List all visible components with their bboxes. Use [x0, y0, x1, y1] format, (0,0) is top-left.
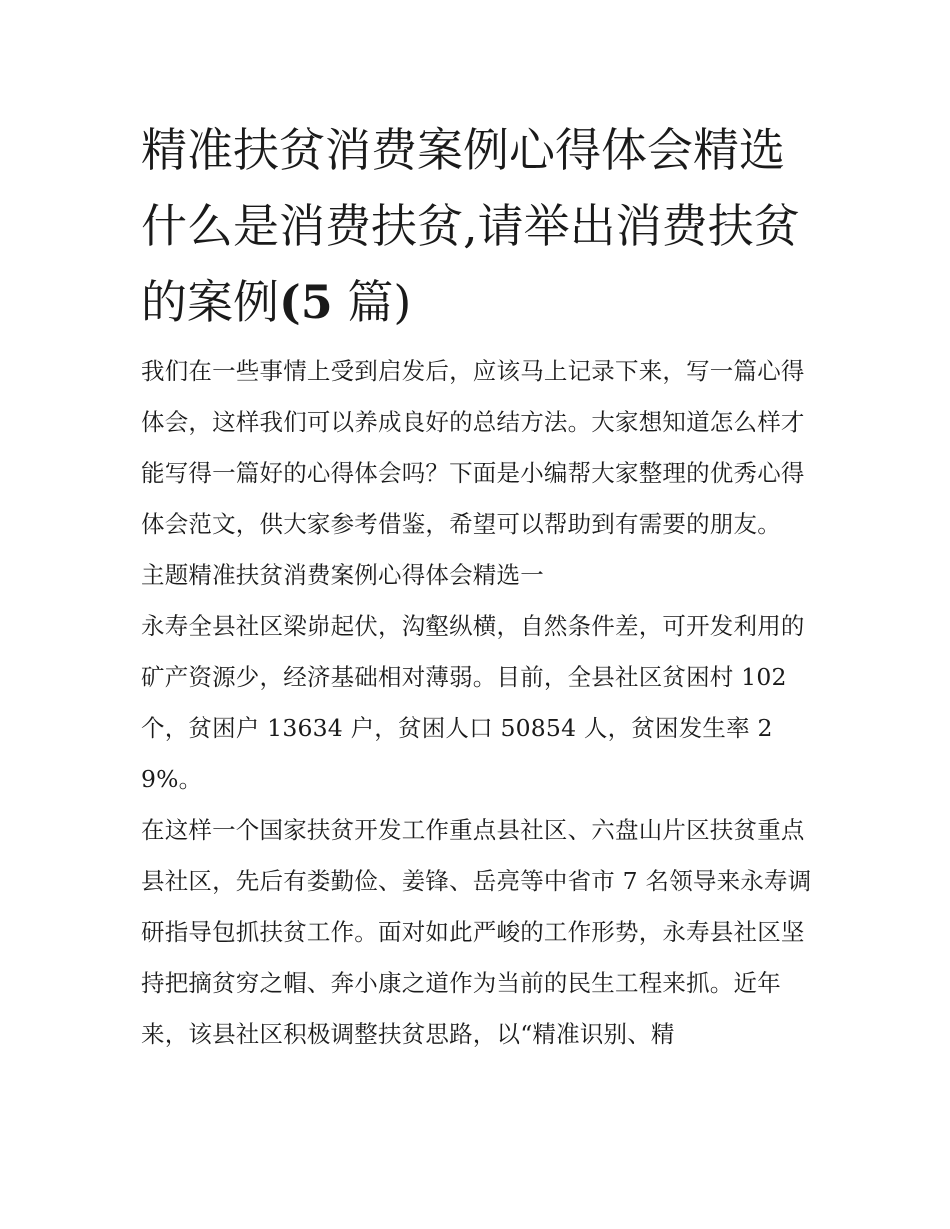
document-title [141, 112, 813, 340]
title-count: (5 [279, 275, 333, 329]
title-suffix: 篇) [332, 275, 412, 329]
intro-paragraph: 我们在一些事情上受到启发后，应该马上记录下来，写一篇心得体会，这样我们可以养成良好的总结方法。大家想知道怎么样才能写得一篇好的心得体会吗？下面是小编帮大家整理的优秀心得体会范文，供大家参考借鉴，希望可以帮助到有需要的朋友。 [141, 357, 805, 538]
title-text: 精准扶贫消费案例心得体会精选 什么是消费扶贫,请举出消费扶贫的案例 [141, 123, 800, 329]
section-heading: 主题精准扶贫消费案例心得体会精选一 [141, 561, 544, 589]
body-paragraph-1: 永寿全县社区梁峁起伏，沟壑纵横，自然条件差，可开发利用的矿产资源少，经济基础相对薄弱。目前，全县社区贫困村 102 个，贫困户 13634 户，贫困人口 50854 人，贫困发生率 29%。 [141, 612, 805, 793]
document-body [141, 112, 813, 1060]
body-paragraph-2: 在这样一个国家扶贫开发工作重点县社区、六盘山片区扶贫重点县社区，先后有娄勤俭、姜锋、岳亮等中省市 7 名领导来永寿调研指导包抓扶贫工作。面对如此严峻的工作形势，永寿县社区坚持把摘贫穷之帽、奔小康之道作为当前的民生工程来抓。近年来，该县社区积极调整扶贫思路，以“精准识别、精 [141, 816, 812, 1048]
